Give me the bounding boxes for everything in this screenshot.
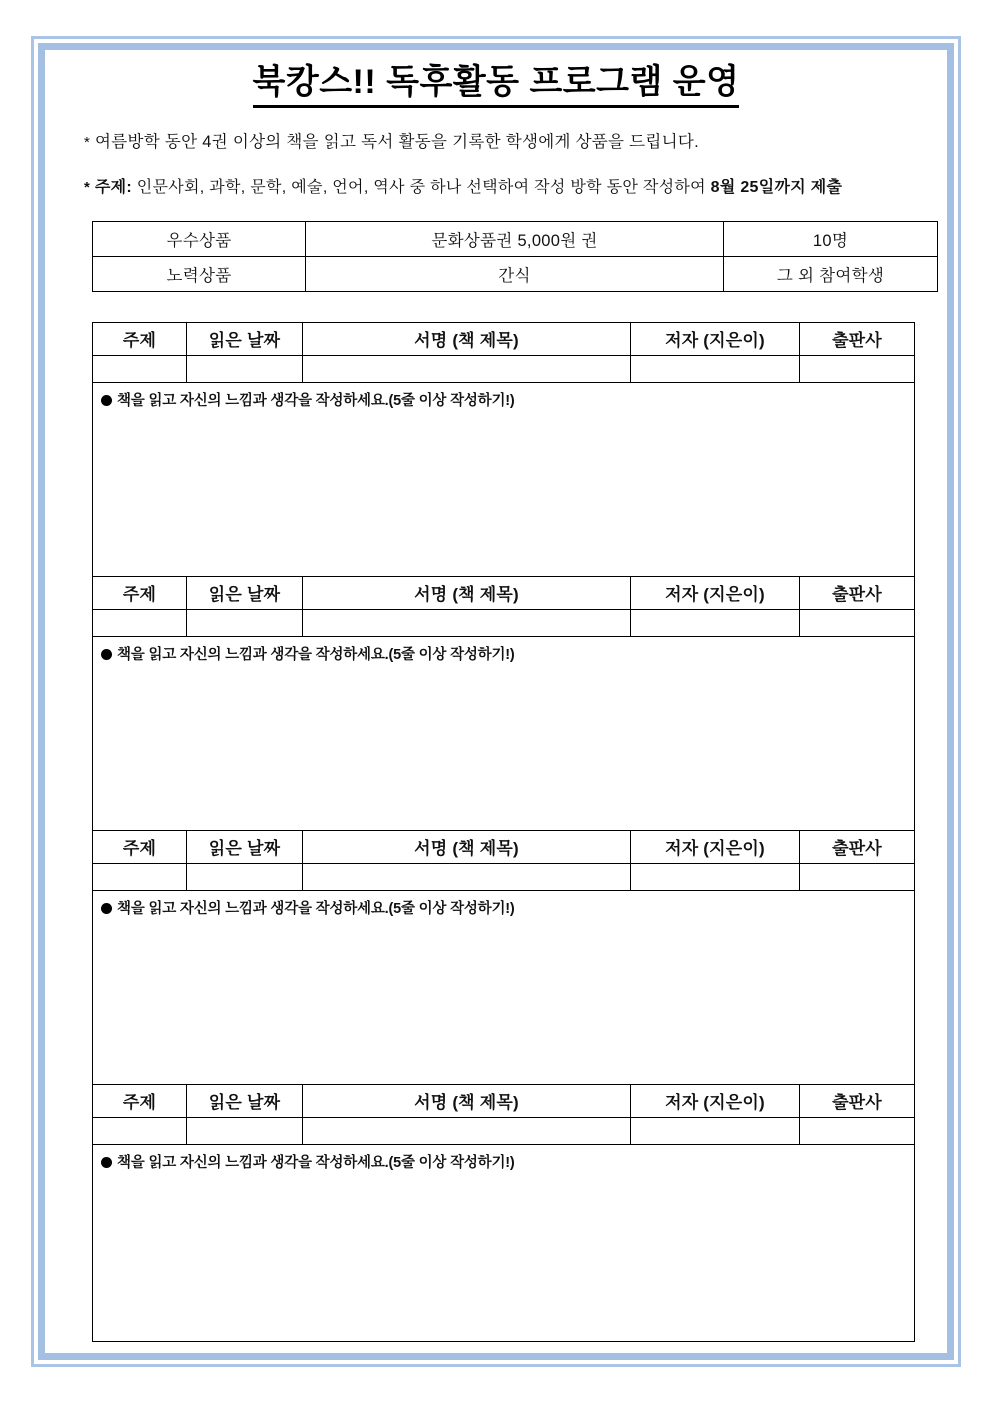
bullet-icon xyxy=(101,395,112,406)
column-header-book-title: 서명 (책 제목) xyxy=(303,1084,631,1117)
table-row xyxy=(93,609,915,636)
bullet-icon xyxy=(101,1157,112,1168)
table-row xyxy=(93,1084,915,1117)
topic-list-text: 인문사회, 과학, 문학, 예술, 언어, 역사 중 하나 선택하여 작성 방학 동안 작성하여 xyxy=(136,178,706,196)
column-header-topic: 주제 xyxy=(93,830,187,863)
table-row xyxy=(93,1117,915,1144)
asterisk-icon: * xyxy=(84,133,91,151)
entry-topic-field[interactable] xyxy=(93,1117,187,1144)
column-header-publisher: 출판사 xyxy=(800,576,915,609)
deadline-text: 8월 25일까지 제출 xyxy=(710,178,843,196)
column-header-author: 저자 (지은이) xyxy=(631,322,800,355)
entry-topic-field[interactable] xyxy=(93,863,187,890)
column-header-author: 저자 (지은이) xyxy=(631,1084,800,1117)
column-header-book-title: 서명 (책 제목) xyxy=(303,830,631,863)
column-header-topic: 주제 xyxy=(93,322,187,355)
table-row xyxy=(93,576,915,609)
entry-book-title-field[interactable] xyxy=(303,609,631,636)
note-prompt xyxy=(93,891,914,918)
page-title-text: 북캉스!! 독후활동 프로그램 운영 xyxy=(253,61,740,108)
topic-label: 주제: xyxy=(94,178,133,196)
column-header-author: 저자 (지은이) xyxy=(631,576,800,609)
page-title xyxy=(52,55,940,108)
table-row xyxy=(93,890,915,1084)
bullet-icon xyxy=(101,903,112,914)
prize-count-cell: 10명 xyxy=(724,221,938,256)
reading-record-table xyxy=(92,322,915,1342)
table-row xyxy=(93,221,938,256)
entry-book-title-field[interactable] xyxy=(303,1117,631,1144)
bullet-icon xyxy=(101,649,112,660)
column-header-date: 읽은 날짜 xyxy=(187,830,303,863)
column-header-date: 읽은 날짜 xyxy=(187,576,303,609)
table-row xyxy=(93,382,915,576)
table-row xyxy=(93,830,915,863)
note-prompt-text: 책을 읽고 자신의 느낌과 생각을 작성하세요.(5줄 이상 작성하기!) xyxy=(117,1154,515,1171)
note-prompt xyxy=(93,383,914,410)
table-row xyxy=(93,256,938,291)
entry-publisher-field[interactable] xyxy=(800,609,915,636)
entry-author-field[interactable] xyxy=(631,863,800,890)
table-row xyxy=(93,863,915,890)
entry-publisher-field[interactable] xyxy=(800,355,915,382)
column-header-date: 읽은 날짜 xyxy=(187,1084,303,1117)
column-header-author: 저자 (지은이) xyxy=(631,830,800,863)
column-header-date: 읽은 날짜 xyxy=(187,322,303,355)
column-header-topic: 주제 xyxy=(93,576,187,609)
note-prompt-text: 책을 읽고 자신의 느낌과 생각을 작성하세요.(5줄 이상 작성하기!) xyxy=(117,392,515,409)
column-header-publisher: 출판사 xyxy=(800,830,915,863)
column-header-publisher: 출판사 xyxy=(800,322,915,355)
table-row xyxy=(93,636,915,830)
prize-description-cell: 문화상품권 5,000원 권 xyxy=(306,221,724,256)
entry-date-field[interactable] xyxy=(187,863,303,890)
column-header-book-title: 서명 (책 제목) xyxy=(303,576,631,609)
entry-notes-field[interactable] xyxy=(93,890,915,1084)
entry-book-title-field[interactable] xyxy=(303,863,631,890)
column-header-topic: 주제 xyxy=(93,1084,187,1117)
intro-line-1-text: 여름방학 동안 4권 이상의 책을 읽고 독서 활동을 기록한 학생에게 상품을 드립니다. xyxy=(95,132,700,151)
entry-notes-field[interactable] xyxy=(93,382,915,576)
entry-date-field[interactable] xyxy=(187,1117,303,1144)
document-content xyxy=(52,55,940,1348)
entry-date-field[interactable] xyxy=(187,609,303,636)
entry-topic-field[interactable] xyxy=(93,609,187,636)
entry-publisher-field[interactable] xyxy=(800,1117,915,1144)
entry-book-title-field[interactable] xyxy=(303,355,631,382)
entry-publisher-field[interactable] xyxy=(800,863,915,890)
entry-author-field[interactable] xyxy=(631,355,800,382)
entry-author-field[interactable] xyxy=(631,609,800,636)
prize-table xyxy=(92,221,938,292)
intro-line-1 xyxy=(52,108,940,152)
note-prompt xyxy=(93,637,914,664)
note-prompt xyxy=(93,1145,914,1172)
entry-notes-field[interactable] xyxy=(93,636,915,830)
column-header-publisher: 출판사 xyxy=(800,1084,915,1117)
prize-grade-cell: 우수상품 xyxy=(93,221,306,256)
prize-count-cell: 그 외 참여학생 xyxy=(724,256,938,291)
column-header-book-title: 서명 (책 제목) xyxy=(303,322,631,355)
note-prompt-text: 책을 읽고 자신의 느낌과 생각을 작성하세요.(5줄 이상 작성하기!) xyxy=(117,900,515,917)
table-row xyxy=(93,355,915,382)
prize-description-cell: 간식 xyxy=(306,256,724,291)
entry-date-field[interactable] xyxy=(187,355,303,382)
entry-notes-field[interactable] xyxy=(93,1144,915,1341)
note-prompt-text: 책을 읽고 자신의 느낌과 생각을 작성하세요.(5줄 이상 작성하기!) xyxy=(117,646,515,663)
asterisk-icon-2: * xyxy=(84,178,91,196)
prize-grade-cell: 노력상품 xyxy=(93,256,306,291)
table-row xyxy=(93,322,915,355)
intro-line-2 xyxy=(52,152,940,197)
entry-author-field[interactable] xyxy=(631,1117,800,1144)
table-row xyxy=(93,1144,915,1341)
entry-topic-field[interactable] xyxy=(93,355,187,382)
